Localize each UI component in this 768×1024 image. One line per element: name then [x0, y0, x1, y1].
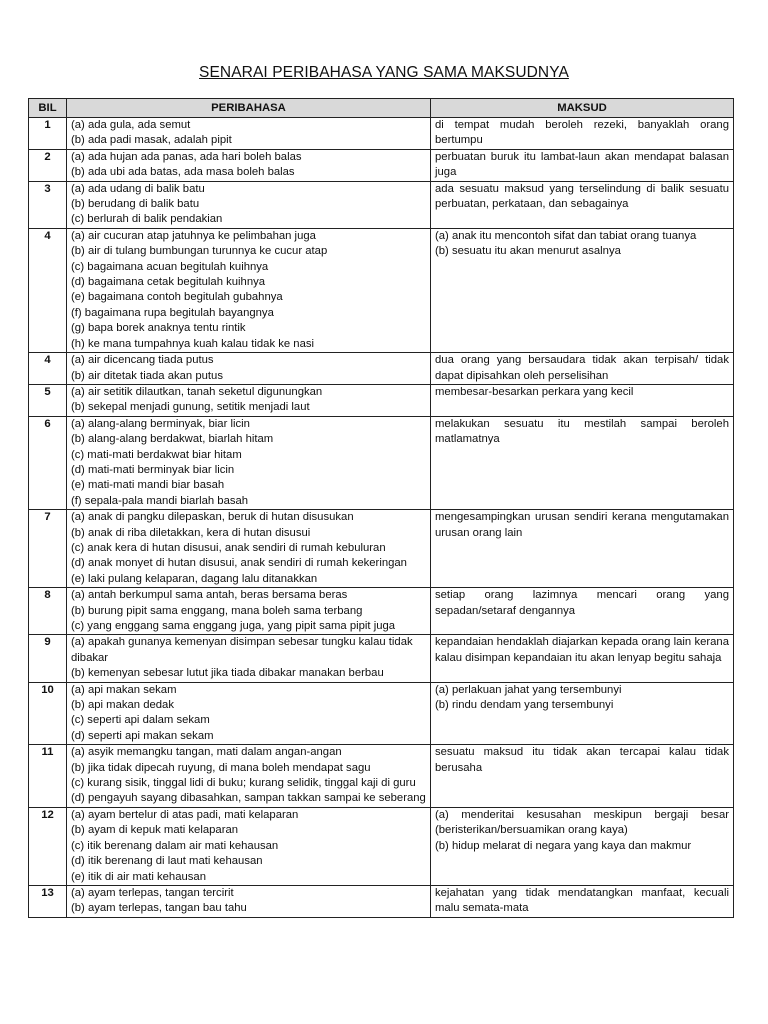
row-number: 4 [29, 353, 67, 385]
maksud-cell: (a) anak itu mencontoh sifat dan tabiat orang tuanya (b) sesuatu itu akan menurut asalnya [431, 228, 734, 352]
peribahasa-cell: (a) anak di pangku dilepaskan, beruk di hutan disusukan (b) anak di riba diletakkan, kera di hutan disusui (c) anak kera di hutan disusui, anak sendiri di rumah kebuluran (d) anak monyet di hutan disusui, anak sendiri di rumah kekeringan (e) laki pulang kelaparan, dagang lalu ditanakkan [67, 510, 431, 588]
table-header-row [29, 99, 734, 118]
table-row [29, 745, 734, 808]
maksud-cell: (a) menderitai kesusahan meskipun bergaji besar (beristerikan/bersuamikan orang kaya) (b) hidup melarat di negara yang kaya dan makmur [431, 807, 734, 885]
table-row [29, 635, 734, 682]
peribahasa-table [28, 98, 734, 918]
table-row [29, 682, 734, 745]
table-row [29, 149, 734, 181]
maksud-cell: melakukan sesuatu itu mestilah sampai beroleh matlamatnya [431, 416, 734, 509]
table-row [29, 353, 734, 385]
header-peribahasa: PERIBAHASA [67, 99, 431, 118]
peribahasa-cell: (a) ada hujan ada panas, ada hari boleh balas (b) ada ubi ada batas, ada masa boleh balas [67, 149, 431, 181]
row-number: 12 [29, 807, 67, 885]
maksud-cell: ada sesuatu maksud yang terselindung di balik sesuatu perbuatan, perkataan, dan sebagainya [431, 181, 734, 228]
row-number: 11 [29, 745, 67, 808]
maksud-cell: kepandaian hendaklah diajarkan kepada orang lain kerana kalau disimpan kepandaian itu akan lenyap begitu sahaja [431, 635, 734, 682]
row-number: 6 [29, 416, 67, 509]
peribahasa-cell: (a) ada udang di balik batu (b) berudang di balik batu (c) berlurah di balik pendakian [67, 181, 431, 228]
row-number: 4 [29, 228, 67, 352]
row-number: 13 [29, 885, 67, 917]
maksud-cell: di tempat mudah beroleh rezeki, banyaklah orang bertumpu [431, 118, 734, 150]
header-bil: BIL [29, 99, 67, 118]
maksud-cell: dua orang yang bersaudara tidak akan terpisah/ tidak dapat dipisahkan oleh perselisihan [431, 353, 734, 385]
table-row [29, 416, 734, 509]
maksud-cell: (a) perlakuan jahat yang tersembunyi (b) rindu dendam yang tersembunyi [431, 682, 734, 745]
page-title: SENARAI PERIBAHASA YANG SAMA MAKSUDNYA [199, 64, 569, 81]
maksud-cell: mengesampingkan urusan sendiri kerana mengutamakan urusan orang lain [431, 510, 734, 588]
table-row [29, 181, 734, 228]
peribahasa-cell: (a) ada gula, ada semut (b) ada padi masak, adalah pipit [67, 118, 431, 150]
peribahasa-cell: (a) air cucuran atap jatuhnya ke pelimbahan juga (b) air di tulang bumbungan turunnya ke cucur atap (c) bagaimana acuan begitulah kuihnya (d) bagaimana cetak begitulah kuihnya (e) bagaimana contoh begitulah gubahnya (f) bagaimana rupa begitulah bayangnya (g) bapa borek anaknya tentu rintik (h) ke mana tumpahnya kuah kalau tidak ke nasi [67, 228, 431, 352]
table-row [29, 885, 734, 917]
table-row [29, 588, 734, 635]
peribahasa-cell: (a) air dicencang tiada putus (b) air ditetak tiada akan putus [67, 353, 431, 385]
peribahasa-cell: (a) asyik memangku tangan, mati dalam angan-angan (b) jika tidak dipecah ruyung, di mana boleh mendapat sagu (c) kurang sisik, tinggal lidi di buku; kurang selidik, tinggal kaji di guru (d) pengayuh sayang dibasahkan, sampan takkan sampai ke seberang [67, 745, 431, 808]
row-number: 9 [29, 635, 67, 682]
table-row [29, 228, 734, 352]
maksud-cell: perbuatan buruk itu lambat-laun akan mendapat balasan juga [431, 149, 734, 181]
maksud-cell: membesar-besarkan perkara yang kecil [431, 384, 734, 416]
peribahasa-cell: (a) ayam terlepas, tangan tercirit (b) ayam terlepas, tangan bau tahu [67, 885, 431, 917]
maksud-cell: sesuatu maksud itu tidak akan tercapai kalau tidak berusaha [431, 745, 734, 808]
peribahasa-cell: (a) ayam bertelur di atas padi, mati kelaparan (b) ayam di kepuk mati kelaparan (c) itik berenang dalam air mati kehausan (d) itik berenang di laut mati kehausan (e) itik di air mati kehausan [67, 807, 431, 885]
row-number: 3 [29, 181, 67, 228]
row-number: 8 [29, 588, 67, 635]
row-number: 1 [29, 118, 67, 150]
table-row [29, 384, 734, 416]
header-maksud: MAKSUD [431, 99, 734, 118]
peribahasa-cell: (a) air setitik dilautkan, tanah seketul digunungkan (b) sekepal menjadi gunung, setitik menjadi laut [67, 384, 431, 416]
maksud-cell: setiap orang lazimnya mencari orang yang sepadan/setaraf dengannya [431, 588, 734, 635]
peribahasa-cell: (a) alang-alang berminyak, biar licin (b) alang-alang berdakwat, biarlah hitam (c) mati-mati berdakwat biar hitam (d) mati-mati berminyak biar licin (e) mati-mati mandi biar basah (f) sepala-pala mandi biarlah basah [67, 416, 431, 509]
table-row [29, 510, 734, 588]
peribahasa-cell: (a) api makan sekam (b) api makan dedak (c) seperti api dalam sekam (d) seperti api makan sekam [67, 682, 431, 745]
maksud-cell: kejahatan yang tidak mendatangkan manfaat, kecuali malu semata-mata [431, 885, 734, 917]
peribahasa-cell: (a) antah berkumpul sama antah, beras bersama beras (b) burung pipit sama enggang, mana boleh sama terbang (c) yang enggang sama enggang juga, yang pipit sama pipit juga [67, 588, 431, 635]
table-row [29, 807, 734, 885]
peribahasa-cell: (a) apakah gunanya kemenyan disimpan sebesar tungku kalau tidak dibakar (b) kemenyan sebesar lutut jika tiada dibakar manakan berbau [67, 635, 431, 682]
row-number: 5 [29, 384, 67, 416]
row-number: 7 [29, 510, 67, 588]
table-row [29, 118, 734, 150]
row-number: 10 [29, 682, 67, 745]
row-number: 2 [29, 149, 67, 181]
